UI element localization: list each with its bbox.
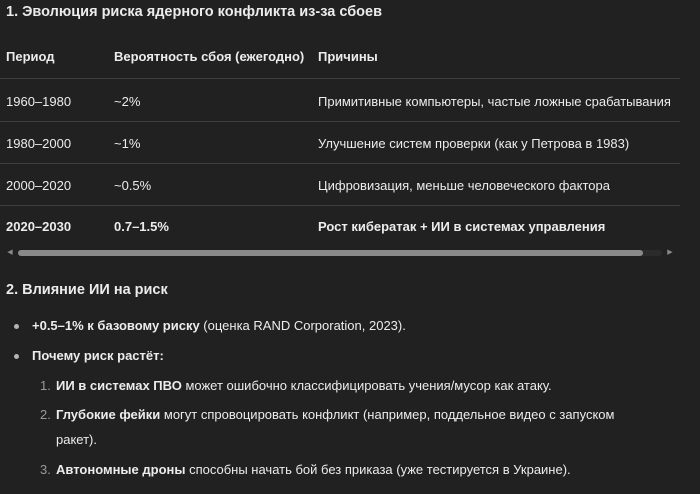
- table-divider: [0, 121, 680, 122]
- numbered-item: [56, 462, 571, 477]
- list-number: 2.: [40, 407, 51, 422]
- scroll-left-icon[interactable]: ◀: [7, 249, 13, 256]
- cell-period: 1960–1980: [6, 94, 72, 109]
- header-period: Период: [6, 49, 55, 64]
- cell-probability: ~1%: [114, 136, 141, 151]
- numbered-item-text: способны начать бой без приказа (уже тестируется в Украине).: [185, 462, 571, 477]
- numbered-item-bold: Автономные дроны: [56, 462, 186, 477]
- list-item-text: (оценка RAND Corporation, 2023).: [199, 318, 406, 333]
- cell-probability: ~0.5%: [114, 178, 152, 193]
- numbered-item-continuation: ракет).: [56, 432, 97, 447]
- bullet-icon: [14, 324, 19, 329]
- risk-table: [0, 40, 680, 255]
- cell-causes: Улучшение систем проверки (как у Петрова в 1983): [318, 136, 630, 151]
- numbered-item-text: может ошибочно классифицировать учения/мусор как атаку.: [181, 378, 552, 393]
- bullet-icon: [14, 354, 19, 359]
- cell-causes: Цифровизация, меньше человеческого фактора: [318, 178, 610, 193]
- cell-period: 2000–2020: [6, 178, 72, 193]
- numbered-item-text: могут спровоцировать конфликт (например, поддельное видео с запуском: [160, 407, 615, 422]
- header-probability: Вероятность сбоя (ежегодно): [114, 49, 305, 64]
- list-item-bold: +0.5–1% к базовому риску: [32, 318, 200, 333]
- list-item: [32, 348, 164, 363]
- cell-causes: Примитивные компьютеры, частые ложные срабатывания: [318, 94, 671, 109]
- list-item-bold: Почему риск растёт:: [32, 348, 164, 363]
- table-divider: [0, 163, 680, 164]
- scrollbar-track[interactable]: [18, 250, 662, 256]
- cell-probability: ~2%: [114, 94, 141, 109]
- list-item: [32, 318, 406, 333]
- numbered-item: [56, 407, 614, 422]
- scrollbar-thumb[interactable]: [18, 250, 643, 256]
- table-divider: [0, 78, 680, 79]
- list-number: 3.: [40, 462, 51, 477]
- table-horizontal-scrollbar[interactable]: [6, 249, 674, 257]
- numbered-item-bold: ИИ в системах ПВО: [56, 378, 182, 393]
- cell-causes: Рост кибератак + ИИ в системах управления: [318, 219, 606, 234]
- section-1-title: 1. Эволюция риска ядерного конфликта из-за сбоев: [6, 4, 382, 20]
- numbered-item: [56, 378, 552, 393]
- scroll-right-icon[interactable]: ▶: [667, 249, 673, 256]
- list-number: 1.: [40, 378, 51, 393]
- section-2-title: 2. Влияние ИИ на риск: [6, 282, 168, 298]
- cell-period: 2020–2030: [6, 219, 72, 234]
- cell-period: 1980–2000: [6, 136, 72, 151]
- cell-probability: 0.7–1.5%: [114, 219, 169, 234]
- numbered-item-bold: Глубокие фейки: [56, 407, 161, 422]
- header-causes: Причины: [318, 49, 378, 64]
- table-divider: [0, 205, 680, 206]
